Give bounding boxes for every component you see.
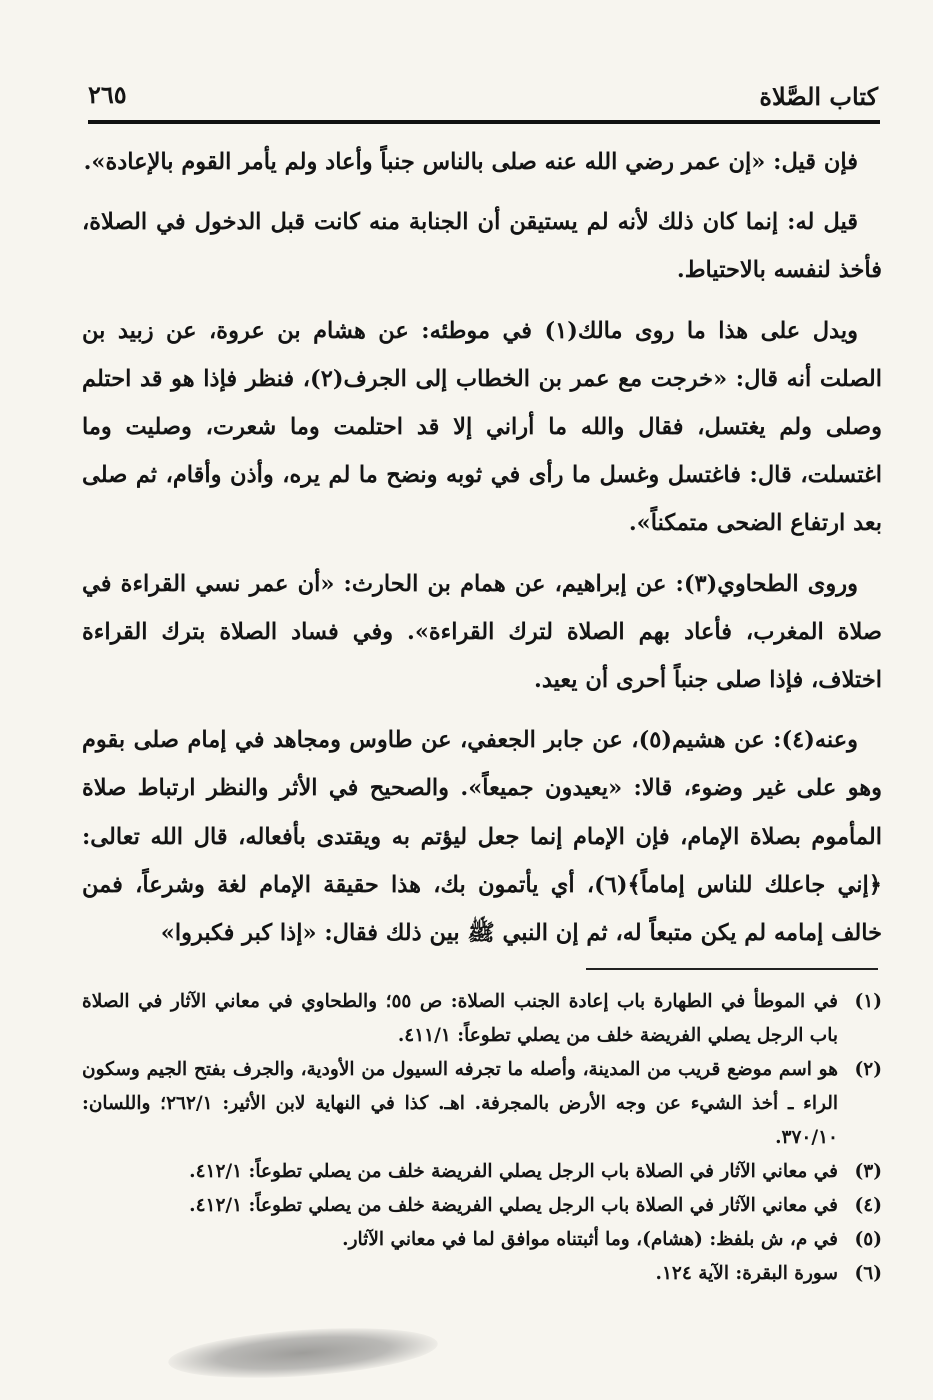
footnote-text: سورة البقرة: الآية ١٢٤. — [655, 1263, 838, 1284]
page-number: ٢٦٥ — [88, 80, 127, 109]
footnote-item — [82, 1189, 882, 1223]
header-rule — [88, 120, 880, 124]
footnote-number: (١) — [854, 991, 882, 1012]
footnote-item — [82, 1053, 882, 1155]
footnote-number: (٥) — [854, 1229, 882, 1250]
chapter-title: كتاب الصَّلاة — [759, 82, 878, 111]
paragraph: وروى الطحاوي(٣): عن إبراهيم، عن همام بن الحارث: «أن عمر نسي القراءة في صلاة المغرب، فأعاد بهم الصلاة لترك القراءة». وفي فساد الصلاة بترك القراءة اختلاف، فإذا صلى جنباً أحرى أن يعيد. — [82, 570, 882, 694]
page-header — [88, 78, 878, 118]
footnote-item — [82, 1257, 882, 1291]
footnote-item — [82, 1155, 882, 1189]
footnote-number: (٦) — [854, 1263, 882, 1284]
footnote-text: في م، ش بلفظ: (هشام)، وما أثبتناه موافق لما في معاني الآثار. — [342, 1229, 838, 1250]
footnote-text: في معاني الآثار في الصلاة باب الرجل يصلي الفريضة خلف من يصلي تطوعاً: ٤١٢/١. — [189, 1161, 838, 1182]
footnote-text: في الموطأ في الطهارة باب إعادة الجنب الصلاة: ص ٥٥؛ والطحاوي في معاني الآثار في الصلاة باب الرجل يصلي الفريضة خلف من يصلي تطوعاً: ٤١١/١. — [82, 991, 838, 1046]
footnote-separator — [586, 968, 878, 970]
paragraph: قيل له: إنما كان ذلك لأنه لم يستيقن أن الجنابة منه كانت قبل الدخول في الصلاة، فأخذ لنفسه بالاحتياط. — [82, 209, 882, 284]
footnote-text: في معاني الآثار في الصلاة باب الرجل يصلي الفريضة خلف من يصلي تطوعاً: ٤١٢/١. — [189, 1195, 838, 1216]
paragraph: وعنه(٤): عن هشيم(٥)، عن جابر الجعفي، عن طاوس ومجاهد في إمام صلى بقوم وهو على غير وضوء، قالا: «يعيدون جميعاً». والصحيح في الأثر والنظر ارتباط صلاة المأموم بصلاة الإمام، فإن الإمام إنما جعل ليؤتم به ويقتدى بأفعاله، قال الله تعالى: ﴿إني جاعلك للناس إماماً﴾(٦)، أي يأتمون بك، هذا حقيقة الإمام لغة وشرعاً، فمن خالف إمامه لم يكن متبعاً له، ثم إن النبي ﷺ بين ذلك فقال: «إذا كبر فكبروا» — [82, 727, 882, 947]
footnote-number: (٣) — [854, 1161, 882, 1182]
footnote-item — [82, 985, 882, 1053]
paragraph: ويدل على هذا ما روى مالك(١) في موطئه: عن هشام بن عروة، عن زبيد بن الصلت أنه قال: «خرجت مع عمر بن الخطاب إلى الجرف(٢)، فنظر فإذا هو قد احتلم وصلى ولم يغتسل، فقال والله ما أراني إلا قد احتلمت وما شعرت، وصليت وما اغتسلت، قال: فاغتسل وغسل ما رأى في ثوبه ونضح ما لم يره، وأذن وأقام، ثم صلى بعد ارتفاع الضحى متمكناً». — [82, 317, 882, 537]
paragraph: فإن قيل: «إن عمر رضي الله عنه صلى بالناس جنباً وأعاد ولم يأمر القوم بالإعادة». — [83, 149, 858, 175]
scan-smudge — [167, 1321, 440, 1386]
footnote-number: (٤) — [854, 1195, 882, 1216]
footnote-item — [82, 1223, 882, 1257]
footnote-text: هو اسم موضع قريب من المدينة، وأصله ما تجرفه السيول من الأودية، والجرف بفتح الجيم وسكون الراء ـ أخذ الشيء عن وجه الأرض بالمجرفة. اهـ. كذا في النهاية لابن الأثير: ٢٦٢/١؛ واللسان: ٣٧٠/١٠. — [82, 1059, 839, 1148]
footnote-number: (٢) — [854, 1059, 882, 1080]
footnotes — [82, 985, 882, 1291]
main-text — [82, 138, 882, 969]
